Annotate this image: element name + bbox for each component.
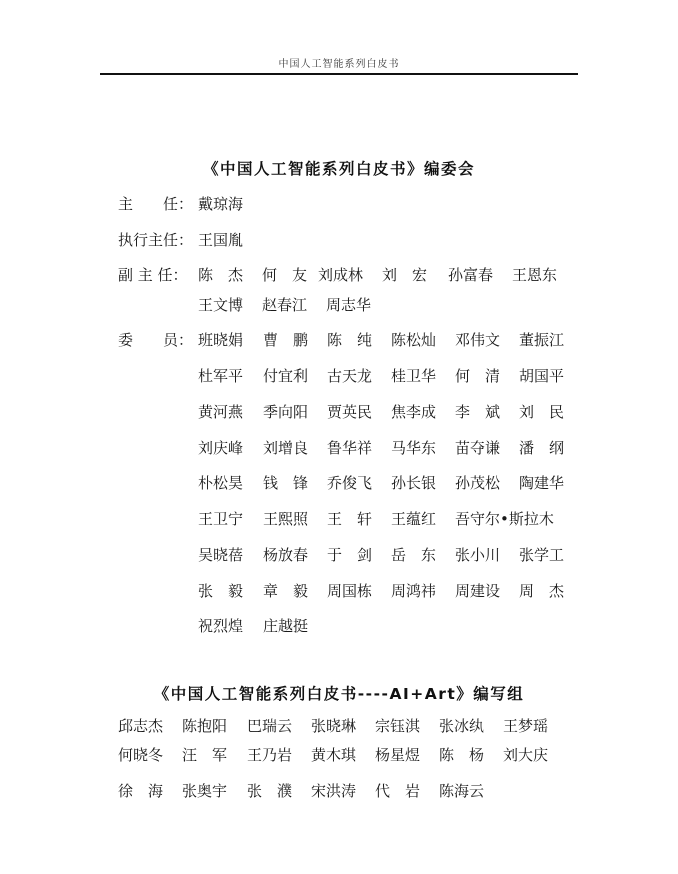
director-name: 戴琼海 xyxy=(198,195,244,213)
author-name: 王乃岩 xyxy=(247,746,293,764)
member-name: 邓伟文 xyxy=(455,331,501,349)
members-row xyxy=(198,581,578,601)
author-name: 代 岩 xyxy=(375,782,421,800)
member-name: 张小川 xyxy=(455,546,501,564)
member-name: 苗夺谦 xyxy=(455,439,501,457)
member-name: 杨放春 xyxy=(263,546,309,564)
member-name: 孙长银 xyxy=(391,474,437,492)
members-row xyxy=(198,438,578,458)
author-name: 张奥宇 xyxy=(182,782,228,800)
members-row xyxy=(198,330,578,350)
committee-title: 《中国人工智能系列白皮书》编委会 xyxy=(202,160,475,178)
member-name: 季向阳 xyxy=(263,403,309,421)
author-name: 张晓琳 xyxy=(311,717,357,735)
author-name: 张 濮 xyxy=(247,782,293,800)
member-name: 吴晓蓓 xyxy=(198,546,244,564)
member-name: 岳 东 xyxy=(391,546,437,564)
writing-group-title: 《中国人工智能系列白皮书----AI+Art》编写组 xyxy=(153,685,525,703)
executive-director-label: 执行主任： xyxy=(118,231,194,249)
member-name: 曹 鹏 xyxy=(263,331,309,349)
member-name: 祝烈煌 xyxy=(198,617,244,635)
member-name: 刘 民 xyxy=(519,403,565,421)
author-name: 陈抱阳 xyxy=(182,717,228,735)
deputy-directors-label: 副 主 任： xyxy=(118,266,188,284)
member-name: 刘增良 xyxy=(263,439,309,457)
member-name: 潘 纲 xyxy=(519,439,565,457)
deputy-name: 陈 杰 xyxy=(198,266,244,284)
deputy-name: 孙富春 xyxy=(448,266,494,284)
deputy-name: 何 友 xyxy=(262,266,308,284)
member-name: 董振江 xyxy=(519,331,565,349)
author-name: 陈海云 xyxy=(439,782,485,800)
member-name: 王 轩 xyxy=(327,510,373,528)
author-name: 宋洪涛 xyxy=(311,782,357,800)
member-name: 胡国平 xyxy=(519,367,565,385)
member-name: 王蕴红 xyxy=(391,510,437,528)
member-name: 陈松灿 xyxy=(391,331,437,349)
member-name: 陶建华 xyxy=(519,474,565,492)
member-name: 章 毅 xyxy=(263,582,309,600)
deputy-name: 王文博 xyxy=(198,296,244,314)
member-name: 朴松昊 xyxy=(198,474,244,492)
member-name: 桂卫华 xyxy=(391,367,437,385)
member-name: 庄越挺 xyxy=(263,617,309,635)
author-name: 杨星煜 xyxy=(375,746,421,764)
members-label: 委 员： xyxy=(118,331,194,349)
writing-group-row xyxy=(118,716,578,736)
member-name: 吾守尔•斯拉木 xyxy=(455,510,554,528)
writing-group-row xyxy=(118,781,578,801)
author-name: 邱志杰 xyxy=(118,717,164,735)
member-name: 周国栋 xyxy=(327,582,373,600)
author-name: 巴瑞云 xyxy=(247,717,293,735)
deputy-name: 刘 宏 xyxy=(382,266,428,284)
member-name: 何 清 xyxy=(455,367,501,385)
executive-director-name: 王国胤 xyxy=(198,231,244,249)
members-row xyxy=(198,509,578,529)
deputy-directors-row-2 xyxy=(118,295,578,315)
member-name: 鲁华祥 xyxy=(327,439,373,457)
header-divider xyxy=(100,73,578,75)
member-name: 李 斌 xyxy=(455,403,501,421)
member-name: 古天龙 xyxy=(327,367,373,385)
author-name: 陈 杨 xyxy=(439,746,485,764)
member-name: 贾英民 xyxy=(327,403,373,421)
deputy-name: 刘成林 xyxy=(318,266,364,284)
members-row xyxy=(198,402,578,422)
author-name: 张冰纨 xyxy=(439,717,485,735)
author-name: 徐 海 xyxy=(118,782,164,800)
writing-group-row xyxy=(118,745,578,765)
deputy-name: 周志华 xyxy=(326,296,372,314)
members-row xyxy=(198,366,578,386)
member-name: 于 剑 xyxy=(327,546,373,564)
member-name: 班晓娟 xyxy=(198,331,244,349)
member-name: 周 杰 xyxy=(519,582,565,600)
member-name: 焦李成 xyxy=(391,403,437,421)
author-name: 汪 军 xyxy=(182,746,228,764)
member-name: 马华东 xyxy=(391,439,437,457)
director-label: 主 任： xyxy=(118,195,194,213)
members-row xyxy=(198,545,578,565)
member-name: 钱 锋 xyxy=(263,474,309,492)
author-name: 王梦瑶 xyxy=(503,717,549,735)
member-name: 周建设 xyxy=(455,582,501,600)
member-name: 张 毅 xyxy=(198,582,244,600)
author-name: 刘大庆 xyxy=(503,746,549,764)
author-name: 何晓冬 xyxy=(118,746,164,764)
member-name: 杜军平 xyxy=(198,367,244,385)
author-name: 黄木琪 xyxy=(311,746,357,764)
members-row xyxy=(198,473,578,493)
member-name: 乔俊飞 xyxy=(327,474,373,492)
member-name: 孙茂松 xyxy=(455,474,501,492)
member-name: 王熙照 xyxy=(263,510,309,528)
member-name: 陈 纯 xyxy=(327,331,373,349)
deputy-name: 王恩东 xyxy=(512,266,558,284)
member-name: 刘庆峰 xyxy=(198,439,244,457)
running-header: 中国人工智能系列白皮书 xyxy=(278,59,400,70)
member-name: 张学工 xyxy=(519,546,565,564)
member-name: 黄河燕 xyxy=(198,403,244,421)
member-name: 王卫宁 xyxy=(198,510,244,528)
member-name: 付宜利 xyxy=(263,367,309,385)
members-row xyxy=(198,616,578,636)
deputy-name: 赵春江 xyxy=(262,296,308,314)
author-name: 宗钰淇 xyxy=(375,717,421,735)
deputy-directors-row xyxy=(118,265,578,285)
member-name: 周鸿祎 xyxy=(391,582,437,600)
